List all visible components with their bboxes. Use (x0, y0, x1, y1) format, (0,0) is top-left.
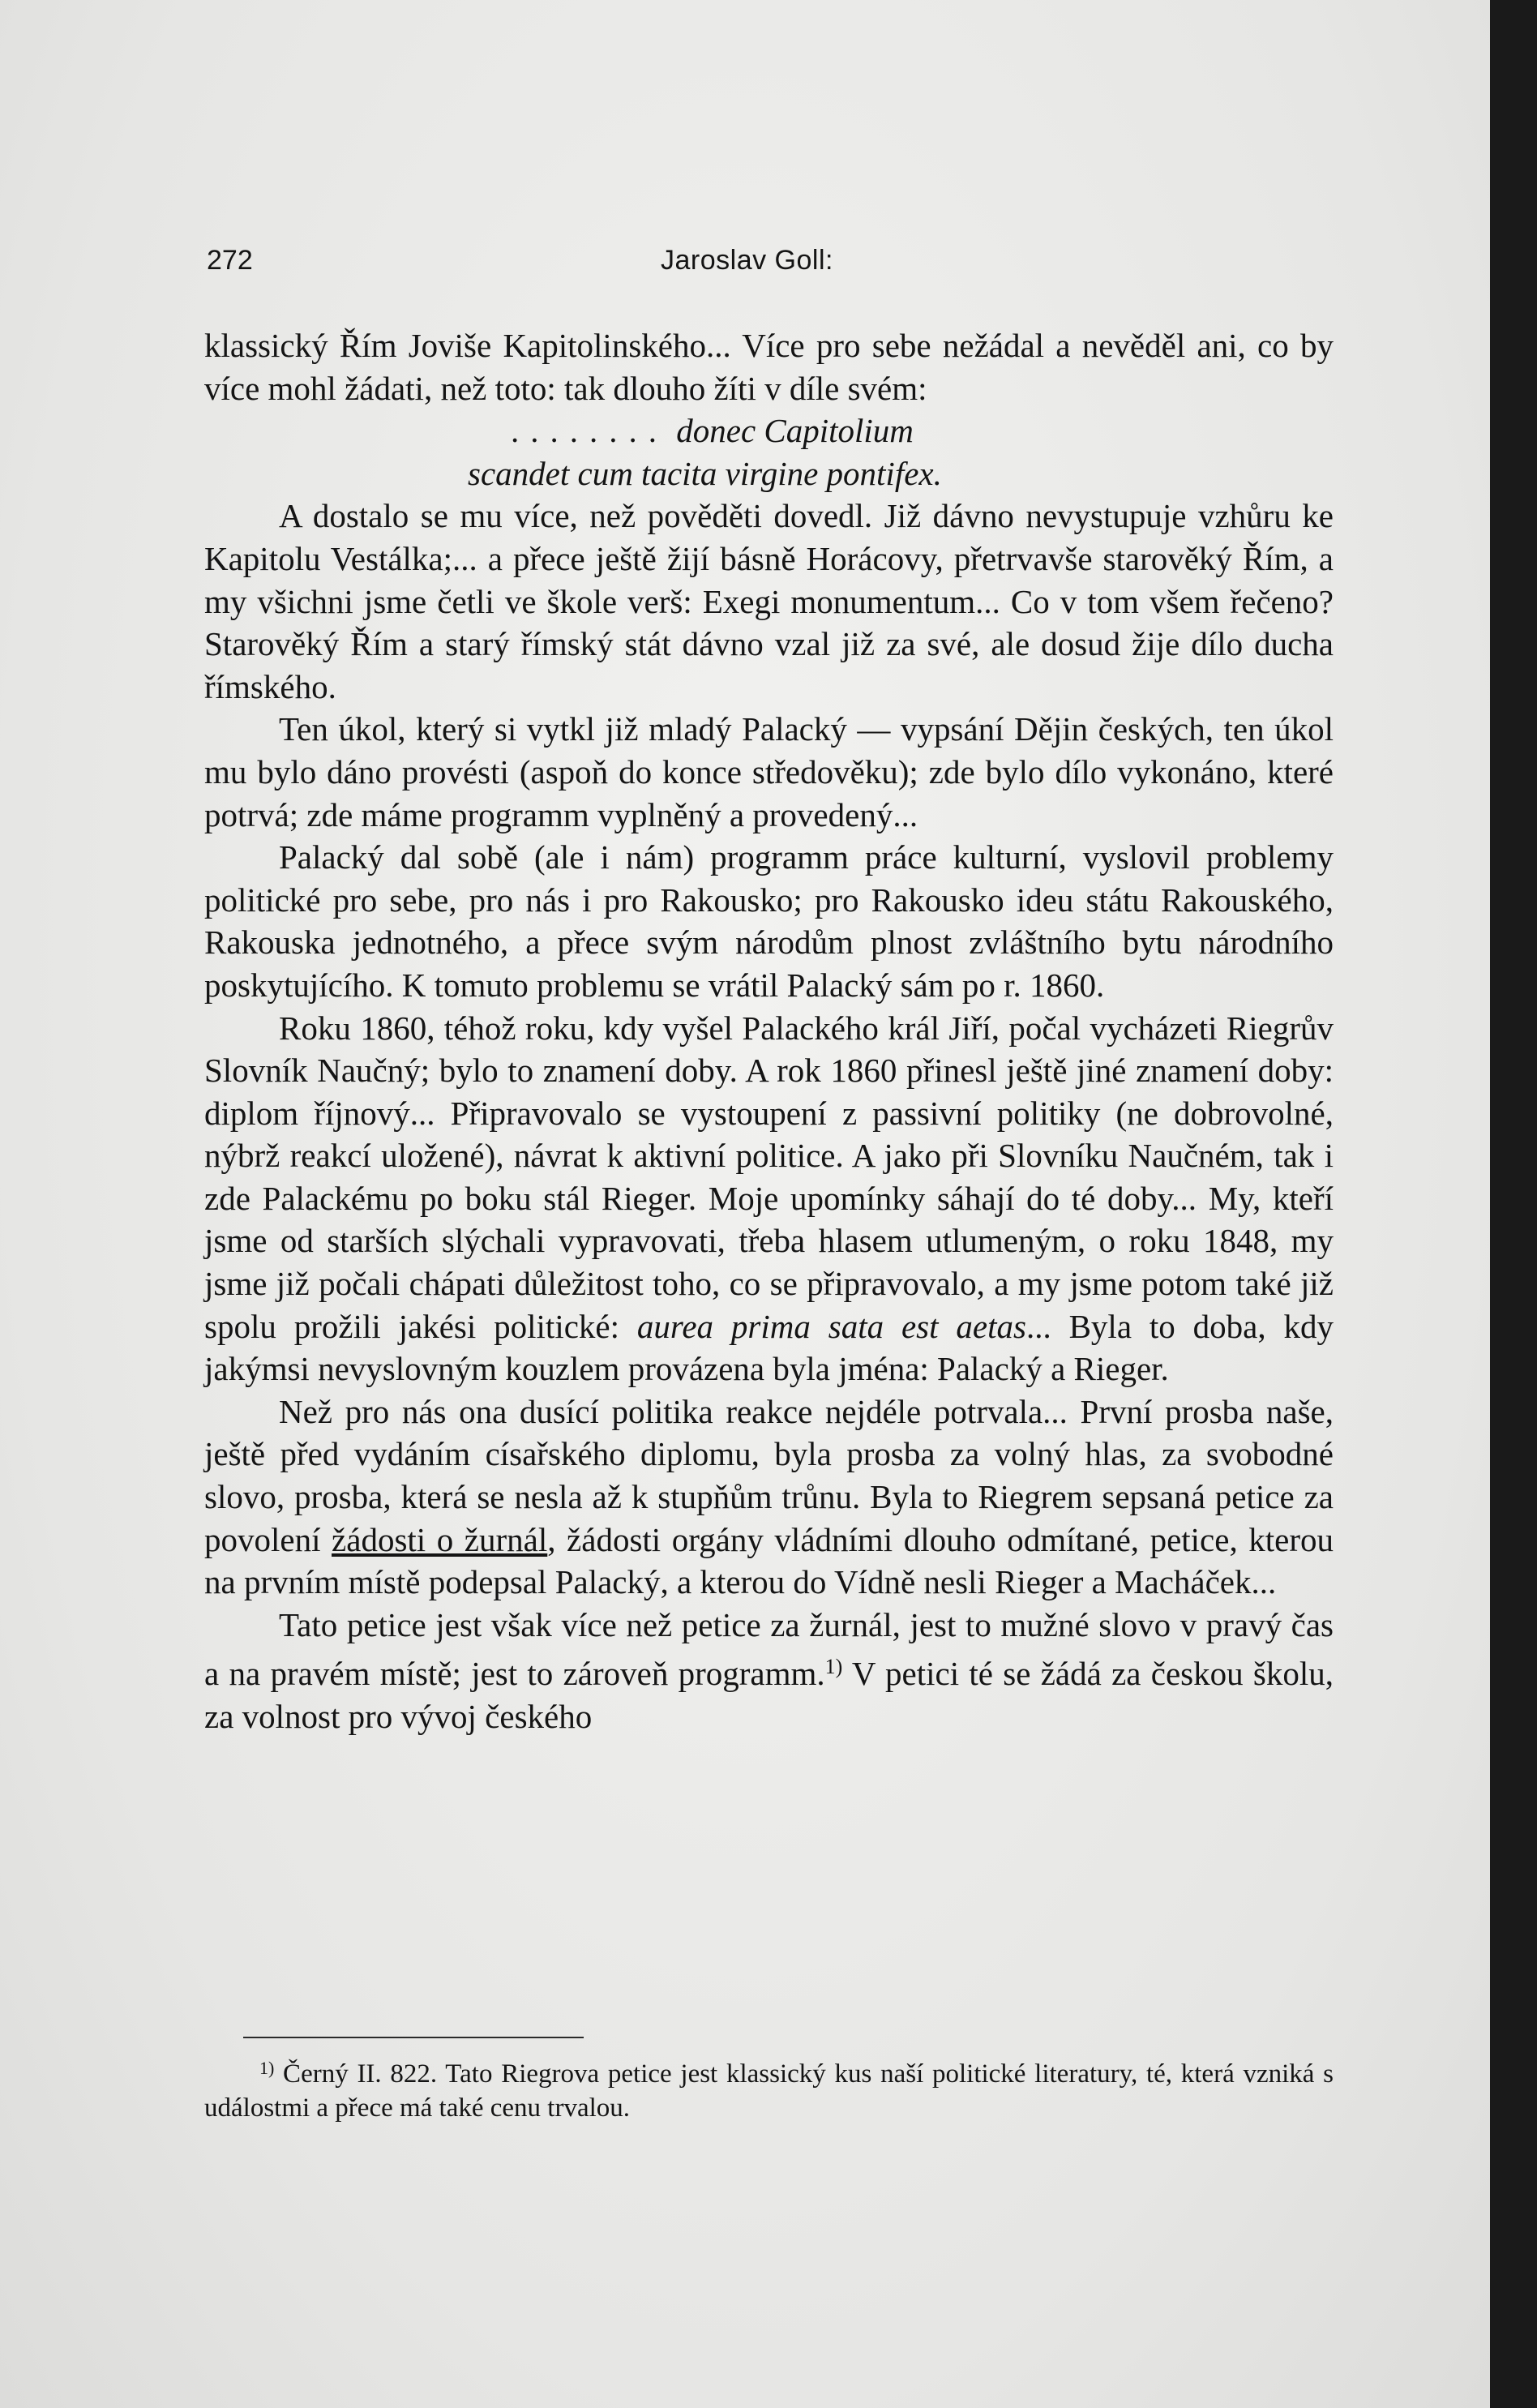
page-header (0, 245, 1490, 290)
paragraph-1: klassický Řím Joviše Kapitolinského... Více pro sebe nežádal a nevěděl ani, co by více mohl žádati, než toto: tak dlouho žíti v díle svém: (204, 327, 1334, 407)
footnote-rule (243, 2037, 584, 2038)
body-text (204, 324, 1334, 1738)
footnote (204, 2051, 1334, 2125)
footnote-marker: 1) (259, 2058, 275, 2078)
paragraph-7-part-b: V petici té se žádá za českou školu, za volnost pro vývoj českého (204, 1655, 1334, 1735)
footnote-body: Černý II. 822. Tato Riegrova petice jest klassický kus naší politické literatury, té, která vzniká s událostmi a přece má také cenu trvalou. (204, 2059, 1334, 2123)
paragraph-5-part-b: ... Byla to doba, kdy jakýmsi nevyslovným kouzlem provázena byla jména: Palacký a Rieger. (204, 1307, 1334, 1388)
paragraph-7 (204, 1604, 1334, 1738)
paragraph-4: Palacký dal sobě (ale i nám) programm práce kulturní, vyslovil problemy politické pro sebe, pro nás i pro Rakousko; pro Rakousko ideu státu Rakouského, Rakouska jednotného, a přece svým národům plnost zvláštního bytu národního poskytujícího. K tomuto problemu se vrátil Palacký sám po r. 1860. (204, 838, 1334, 1004)
paragraph-6 (204, 1390, 1334, 1604)
verse-quote (204, 409, 1334, 495)
verse-line-1 (204, 409, 1334, 452)
verse-line-2: scandet cum tacita virgine pontifex. (468, 454, 942, 492)
verse-line-1-text: donec Capitolium (676, 412, 914, 450)
paragraph-5-part-a: Roku 1860, téhož roku, kdy vyšel Palackého král Jiří, počal vycházeti Riegrův Slovník Naučný; bylo to znamení doby. A rok 1860 přinesl ještě jiné znamení doby: diplom říjnový... Připravovalo se vystoupení z passivní politiky (ne dobrovolné, nýbrž reakcí uložené), návrat k aktivní politice. A jako při Slovníku Naučném, tak i zde Palackému po boku stál Rieger. Moje upomínky sáhají do té doby... My, kteří jsme od starších slýchali vypravovati, třeba hlasem utlumeným, o roku 1848, my jsme již počali chápati důležitost toho, co se připravovalo, a my jsme potom také již spolu prožili jakési politické: (204, 1009, 1334, 1345)
paragraph-2: A dostalo se mu více, než pověděti dovedl. Již dávno nevystupuje vzhůru ke Kapitolu Vestálka;... a přece ještě žijí básně Horácovy, přetrvavše starověký Řím, a my všichni jsme četli ve škole verš: Exegi monumentum... Co v tom všem řečeno? Starověký Řím a starý římský stát dávno vzal již za své, ale dosud žije dílo ducha římského. (204, 497, 1334, 705)
paragraph-3: Ten úkol, který si vytkl již mladý Palacký — vypsání Dějin českých, ten úkol mu bylo dáno provésti (aspoň do konce středověku); zde bylo dílo vykonáno, které potrvá; zde máme programm vyplněný a provedený... (204, 710, 1334, 833)
underlined-phrase: žádosti o žurnál (332, 1520, 548, 1558)
footnote-text (204, 2051, 1334, 2125)
paragraph-6-part-b: , žádosti orgány vládními dlouho odmítané, petice, kterou na prvním místě podepsal Palacký, a kterou do Vídně nesli Rieger a Macháček... (204, 1520, 1334, 1601)
footnote-reference: 1) (824, 1655, 843, 1679)
paragraph-5 (204, 1007, 1334, 1390)
page-number: 272 (207, 245, 253, 276)
verse-dots: ........ (511, 412, 668, 450)
latin-quote: aurea prima sata est aetas (636, 1307, 1026, 1345)
paragraph-7-part-a: Tato petice jest však více než petice za žurnál, jest to mužné slovo v pravý čas a na pravém místě; jest to zároveň programm. (204, 1605, 1334, 1693)
paragraph-6-part-a: Než pro nás ona dusící politika reakce nejdéle potrvala... První prosba naše, ještě před vydáním císařského diplomu, byla prosba za volný hlas, za svobodné slovo, prosba, která se nesla až k stupňům trůnu. Byla to Riegrem sepsaná petice za povolení (204, 1392, 1334, 1558)
running-head: Jaroslav Goll: (661, 245, 833, 276)
